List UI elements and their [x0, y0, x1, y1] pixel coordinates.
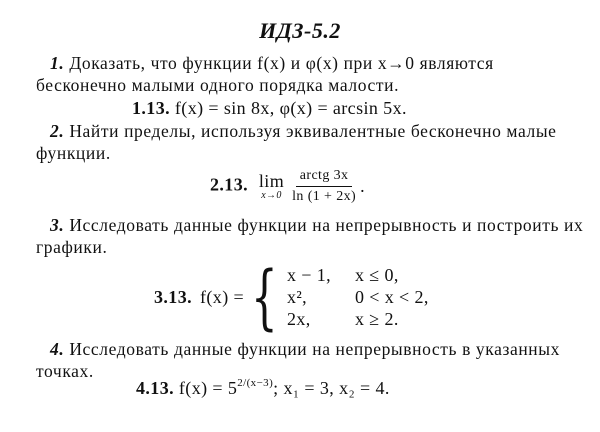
- piecewise-function: [154, 256, 475, 338]
- task-4-text: Исследовать данные функции на непрерывность в указанных точках.: [36, 339, 560, 381]
- task-1-statement: [36, 52, 584, 96]
- task-4-statement: [36, 338, 584, 382]
- task-1-eq-label: 1.13.: [132, 98, 170, 118]
- fraction-numerator: arctg 3x: [296, 168, 353, 187]
- case-2-cond: 0 < x < 2,: [354, 287, 429, 307]
- document-title: ИДЗ-5.2: [259, 18, 341, 43]
- task-2-number: 2.: [50, 121, 65, 141]
- task-4-points: ; x₁ = 3, x₂ = 4.: [273, 378, 390, 398]
- task-2-text: Найти пределы, используя эквивалентные бесконечно малые функции.: [36, 121, 557, 163]
- piecewise-cases: [287, 264, 475, 330]
- limit-expression: [253, 168, 365, 205]
- task-1-equation: [132, 98, 407, 119]
- task-4-equation: [136, 378, 390, 399]
- left-brace: {: [251, 256, 278, 338]
- limit-end: .: [360, 176, 366, 196]
- task-1-eq-f: f(x) = sin 8x,: [174, 98, 275, 118]
- limit-operator: [259, 172, 284, 201]
- task-4-number: 4.: [50, 339, 65, 359]
- task-1-eq-phi: φ(x) = arcsin 5x.: [279, 98, 407, 118]
- task-4-eq-base: f(x) = 5: [178, 378, 238, 398]
- limit-subscript: x→0: [261, 190, 282, 201]
- task-4-eq-label: 4.13.: [136, 378, 174, 398]
- task-1-text: Доказать, что функции f(x) и φ(x) при x→0 являются бесконечно малыми одного порядка малости.: [36, 53, 494, 95]
- task-3-statement: [36, 214, 584, 258]
- task-2-statement: [36, 120, 584, 164]
- task-2-eq-label: 2.13.: [210, 174, 248, 195]
- case-3-cond: x ≥ 2.: [354, 309, 399, 329]
- task-3-text: Исследовать данные функции на непрерывность и построить их графики.: [36, 215, 584, 257]
- task-3-number: 3.: [50, 215, 65, 235]
- task-4-exponent: 2/(x−3): [237, 377, 274, 389]
- case-3-expr: 2x,: [286, 309, 311, 329]
- fraction-denominator: ln (1 + 2x): [292, 189, 357, 204]
- task-2-equation: [210, 168, 365, 205]
- limit-word: lim: [258, 171, 285, 191]
- task-3-equation: [154, 256, 475, 338]
- case-2-expr: x²,: [286, 287, 308, 307]
- limit-fraction: [288, 168, 360, 205]
- task-3-eq-label: 3.13.: [154, 286, 192, 307]
- task-1-number: 1.: [50, 53, 65, 73]
- piecewise-lhs: f(x) =: [200, 286, 245, 307]
- case-1-cond: x ≤ 0,: [354, 265, 399, 285]
- case-1-expr: x − 1,: [286, 265, 332, 285]
